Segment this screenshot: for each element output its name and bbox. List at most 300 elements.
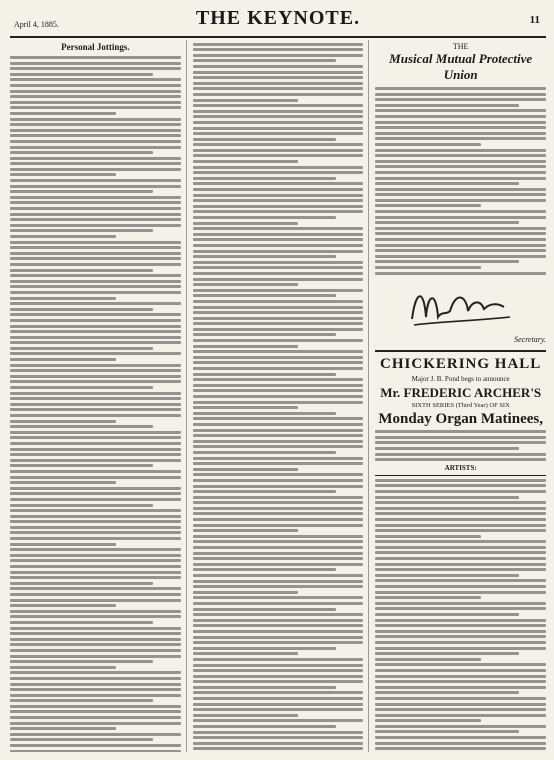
text-line bbox=[10, 101, 181, 104]
text-line bbox=[10, 134, 181, 137]
text-line bbox=[10, 448, 181, 451]
text-line bbox=[193, 345, 299, 348]
text-line bbox=[10, 207, 181, 210]
text-line bbox=[10, 403, 181, 406]
text-line bbox=[375, 272, 546, 275]
text-line bbox=[193, 99, 299, 102]
text-line bbox=[375, 557, 546, 560]
text-line bbox=[193, 624, 364, 627]
text-line bbox=[375, 579, 546, 582]
text-line bbox=[10, 336, 181, 339]
text-line bbox=[193, 747, 364, 750]
text-line bbox=[193, 76, 364, 79]
text-line bbox=[375, 574, 518, 577]
text-line bbox=[193, 384, 364, 387]
text-line bbox=[193, 501, 364, 504]
text-line bbox=[10, 476, 181, 479]
text-line bbox=[193, 115, 364, 118]
text-line bbox=[10, 509, 181, 512]
text-line bbox=[375, 210, 546, 213]
text-line bbox=[375, 227, 546, 230]
text-line bbox=[375, 725, 546, 728]
column-heading: Personal Jottings. bbox=[61, 42, 130, 52]
text-line bbox=[193, 619, 364, 622]
text-line bbox=[10, 146, 181, 149]
text-line bbox=[10, 364, 181, 367]
text-line bbox=[10, 280, 181, 283]
text-line bbox=[10, 90, 181, 93]
text-line bbox=[193, 233, 364, 236]
text-line bbox=[375, 518, 546, 521]
text-line bbox=[10, 565, 181, 568]
text-line bbox=[10, 604, 116, 607]
text-line bbox=[193, 636, 364, 639]
text-line bbox=[10, 571, 181, 574]
text-line bbox=[375, 736, 546, 739]
text-line bbox=[193, 479, 364, 482]
text-line bbox=[10, 738, 153, 741]
text-line bbox=[193, 395, 364, 398]
text-line bbox=[10, 179, 181, 182]
text-line bbox=[375, 453, 546, 456]
text-line bbox=[375, 563, 546, 566]
text-line bbox=[375, 109, 546, 112]
text-line bbox=[375, 126, 546, 129]
text-line bbox=[375, 529, 546, 532]
text-line bbox=[10, 185, 181, 188]
text-line bbox=[193, 367, 364, 370]
page-number: 11 bbox=[529, 14, 540, 26]
text-line bbox=[375, 115, 546, 118]
text-line bbox=[375, 596, 481, 599]
text-line bbox=[193, 255, 336, 258]
text-line bbox=[375, 149, 546, 152]
text-line bbox=[193, 199, 364, 202]
manager-note: Major J. B. Pond begs to announce bbox=[411, 374, 510, 383]
text-line bbox=[193, 417, 364, 420]
text-line bbox=[193, 378, 364, 381]
text-line bbox=[193, 210, 364, 213]
text-line bbox=[193, 535, 364, 538]
text-line bbox=[375, 244, 546, 247]
text-line bbox=[193, 691, 364, 694]
text-line bbox=[193, 54, 364, 57]
text-line bbox=[193, 518, 364, 521]
text-line bbox=[193, 613, 364, 616]
text-line bbox=[375, 624, 546, 627]
text-line bbox=[10, 408, 181, 411]
text-line bbox=[375, 680, 546, 683]
text-line bbox=[193, 82, 364, 85]
hall-name: CHICKERING HALL bbox=[375, 350, 546, 373]
text-line bbox=[193, 266, 364, 269]
text-line bbox=[375, 496, 518, 499]
text-line bbox=[10, 470, 181, 473]
text-line bbox=[193, 675, 364, 678]
text-line bbox=[193, 630, 364, 633]
text-line bbox=[375, 540, 546, 543]
text-line bbox=[375, 652, 518, 655]
society-notice-text bbox=[375, 87, 546, 275]
text-line bbox=[193, 71, 364, 74]
text-line bbox=[193, 289, 364, 292]
article-text-block bbox=[193, 43, 364, 752]
text-line bbox=[193, 149, 364, 152]
text-line bbox=[375, 479, 546, 482]
text-line bbox=[193, 457, 364, 460]
text-line bbox=[10, 593, 181, 596]
text-line bbox=[10, 67, 181, 70]
series-label: SIXTH SERIES (Third Year) OF SIX bbox=[411, 401, 510, 409]
text-line bbox=[10, 459, 181, 462]
text-line bbox=[375, 121, 546, 124]
text-line bbox=[193, 216, 336, 219]
text-line bbox=[10, 190, 153, 193]
artists-heading: ARTISTS: bbox=[375, 464, 546, 476]
text-line bbox=[375, 535, 481, 538]
text-line bbox=[10, 330, 181, 333]
text-line bbox=[193, 664, 364, 667]
text-line bbox=[193, 278, 364, 281]
text-line bbox=[193, 43, 364, 46]
text-line bbox=[375, 232, 546, 235]
text-line bbox=[193, 608, 336, 611]
text-line bbox=[193, 121, 364, 124]
text-line bbox=[193, 238, 364, 241]
text-line bbox=[193, 328, 364, 331]
text-line bbox=[193, 350, 364, 353]
text-line bbox=[193, 339, 364, 342]
text-line bbox=[10, 269, 153, 272]
text-line bbox=[193, 166, 364, 169]
text-line bbox=[193, 160, 299, 163]
presenter-name: Mr. FREDERIC ARCHER'S bbox=[380, 384, 542, 400]
news-items-text bbox=[375, 479, 546, 752]
text-line bbox=[10, 442, 181, 445]
text-line bbox=[10, 498, 181, 501]
text-line bbox=[10, 453, 181, 456]
text-line bbox=[193, 473, 364, 476]
text-line bbox=[10, 308, 153, 311]
text-line bbox=[10, 95, 181, 98]
text-line bbox=[10, 727, 116, 730]
text-line bbox=[193, 742, 364, 745]
text-line bbox=[10, 464, 153, 467]
text-line bbox=[10, 62, 181, 65]
text-line bbox=[193, 490, 336, 493]
text-line bbox=[375, 199, 546, 202]
text-line bbox=[10, 274, 181, 277]
text-line bbox=[10, 151, 153, 154]
text-line bbox=[10, 733, 181, 736]
text-line bbox=[375, 512, 546, 515]
text-line bbox=[193, 680, 364, 683]
text-line bbox=[10, 548, 181, 551]
text-line bbox=[10, 235, 116, 238]
text-line bbox=[193, 540, 364, 543]
text-line bbox=[10, 576, 181, 579]
text-line bbox=[193, 496, 364, 499]
text-line bbox=[10, 118, 181, 121]
text-line bbox=[375, 221, 518, 224]
text-line bbox=[193, 110, 364, 113]
text-line bbox=[193, 468, 299, 471]
text-line bbox=[193, 317, 364, 320]
text-line bbox=[10, 347, 153, 350]
text-line bbox=[375, 490, 546, 493]
text-line bbox=[193, 222, 299, 225]
text-line bbox=[10, 643, 181, 646]
text-line bbox=[375, 204, 481, 207]
text-line bbox=[193, 171, 364, 174]
article-text-block bbox=[10, 56, 181, 752]
text-line bbox=[375, 182, 518, 185]
text-line bbox=[193, 708, 364, 711]
text-line bbox=[10, 291, 181, 294]
text-line bbox=[375, 691, 518, 694]
event-title: Monday Organ Matinees, bbox=[378, 410, 543, 427]
text-line bbox=[193, 602, 364, 605]
text-line bbox=[193, 596, 364, 599]
text-line bbox=[193, 322, 364, 325]
text-line bbox=[193, 143, 364, 146]
text-line bbox=[193, 48, 364, 51]
text-line bbox=[193, 412, 336, 415]
text-line bbox=[10, 638, 181, 641]
text-line bbox=[375, 641, 546, 644]
text-line bbox=[375, 675, 546, 678]
text-line bbox=[375, 165, 546, 168]
text-line bbox=[375, 647, 546, 650]
text-line bbox=[10, 162, 181, 165]
text-line bbox=[10, 520, 181, 523]
text-line bbox=[375, 719, 481, 722]
text-line bbox=[193, 658, 364, 661]
issue-date: April 4, 1885. bbox=[14, 20, 59, 29]
text-line bbox=[375, 216, 546, 219]
text-line bbox=[375, 635, 546, 638]
text-line bbox=[193, 227, 364, 230]
text-line bbox=[375, 619, 546, 622]
society-name: Musical Mutual Protective Union bbox=[389, 51, 533, 82]
text-line bbox=[193, 261, 364, 264]
text-line bbox=[193, 423, 364, 426]
text-line bbox=[193, 686, 336, 689]
text-line bbox=[193, 485, 364, 488]
text-line bbox=[10, 302, 181, 305]
text-line bbox=[375, 658, 481, 661]
text-line bbox=[375, 160, 546, 163]
text-line bbox=[193, 154, 364, 157]
text-line bbox=[10, 699, 153, 702]
column-personal-jottings bbox=[10, 40, 187, 752]
text-line bbox=[375, 436, 546, 439]
text-line bbox=[10, 201, 181, 204]
text-line bbox=[375, 708, 546, 711]
text-line bbox=[193, 127, 364, 130]
text-line bbox=[10, 224, 181, 227]
text-line bbox=[10, 554, 181, 557]
text-line bbox=[193, 714, 299, 717]
text-line bbox=[10, 173, 116, 176]
text-line bbox=[10, 420, 116, 423]
text-line bbox=[193, 87, 364, 90]
signature-mark bbox=[406, 281, 516, 333]
text-line bbox=[193, 333, 336, 336]
text-line bbox=[375, 602, 546, 605]
text-line bbox=[375, 607, 546, 610]
text-line bbox=[375, 613, 518, 616]
text-line bbox=[10, 112, 116, 115]
text-line bbox=[10, 252, 181, 255]
text-line bbox=[193, 703, 364, 706]
text-line bbox=[375, 551, 546, 554]
text-line bbox=[10, 297, 116, 300]
text-line bbox=[375, 484, 546, 487]
text-line bbox=[375, 441, 546, 444]
text-line bbox=[10, 531, 181, 534]
text-line bbox=[10, 487, 181, 490]
text-line bbox=[193, 373, 336, 376]
text-line bbox=[10, 358, 116, 361]
text-line bbox=[375, 585, 546, 588]
text-line bbox=[375, 747, 546, 750]
text-line bbox=[193, 445, 364, 448]
text-line bbox=[10, 246, 181, 249]
text-line bbox=[10, 722, 181, 725]
text-line bbox=[375, 137, 546, 140]
text-line bbox=[193, 563, 364, 566]
text-line bbox=[193, 311, 364, 314]
text-line bbox=[375, 238, 546, 241]
text-line bbox=[10, 78, 181, 81]
text-line bbox=[10, 218, 181, 221]
text-line bbox=[10, 157, 181, 160]
text-line bbox=[10, 632, 181, 635]
text-line bbox=[10, 73, 153, 76]
text-line bbox=[10, 392, 181, 395]
text-line bbox=[10, 744, 181, 747]
text-line bbox=[10, 241, 181, 244]
text-line bbox=[10, 140, 181, 143]
text-line bbox=[10, 369, 181, 372]
text-line bbox=[375, 87, 546, 90]
text-line bbox=[375, 714, 546, 717]
text-line bbox=[375, 669, 546, 672]
text-line bbox=[193, 93, 364, 96]
text-line bbox=[10, 492, 181, 495]
text-line bbox=[193, 512, 364, 515]
text-line bbox=[193, 132, 364, 135]
text-line bbox=[193, 524, 364, 527]
text-line bbox=[375, 697, 546, 700]
text-line bbox=[193, 719, 364, 722]
text-line bbox=[375, 663, 546, 666]
text-line bbox=[375, 524, 546, 527]
text-line bbox=[375, 193, 546, 196]
text-line bbox=[10, 649, 181, 652]
text-line bbox=[10, 123, 181, 126]
text-line bbox=[10, 504, 153, 507]
column-announcements bbox=[375, 40, 546, 752]
text-line bbox=[10, 106, 181, 109]
text-line bbox=[10, 313, 181, 316]
text-line bbox=[193, 434, 364, 437]
text-line bbox=[10, 559, 181, 562]
text-line bbox=[193, 736, 364, 739]
text-line bbox=[10, 537, 181, 540]
text-line bbox=[193, 591, 299, 594]
text-line bbox=[193, 300, 364, 303]
text-line bbox=[10, 263, 181, 266]
text-line bbox=[10, 615, 181, 618]
text-line bbox=[10, 671, 181, 674]
text-line bbox=[193, 669, 364, 672]
text-line bbox=[10, 129, 181, 132]
text-line bbox=[10, 397, 181, 400]
text-line bbox=[10, 688, 181, 691]
text-line bbox=[193, 574, 364, 577]
text-line bbox=[10, 587, 181, 590]
text-line bbox=[193, 462, 364, 465]
text-line bbox=[375, 591, 546, 594]
page-header bbox=[10, 6, 546, 38]
text-line bbox=[193, 306, 364, 309]
text-line bbox=[193, 731, 364, 734]
text-line bbox=[375, 447, 518, 450]
text-line bbox=[375, 260, 518, 263]
text-line bbox=[193, 250, 364, 253]
text-line bbox=[10, 515, 181, 518]
text-line bbox=[375, 507, 546, 510]
text-line bbox=[193, 529, 299, 532]
text-line bbox=[10, 599, 181, 602]
text-line bbox=[375, 132, 546, 135]
text-line bbox=[375, 171, 546, 174]
text-line bbox=[193, 429, 364, 432]
text-line bbox=[193, 244, 364, 247]
text-line bbox=[193, 294, 336, 297]
text-line bbox=[10, 716, 181, 719]
text-line bbox=[375, 458, 546, 461]
text-line bbox=[193, 507, 364, 510]
text-line bbox=[375, 249, 546, 252]
text-line bbox=[10, 168, 181, 171]
text-line bbox=[375, 266, 481, 269]
text-line bbox=[10, 660, 153, 663]
text-line bbox=[10, 666, 116, 669]
text-line bbox=[375, 703, 546, 706]
text-line bbox=[10, 481, 116, 484]
text-line bbox=[193, 283, 299, 286]
text-line bbox=[193, 138, 336, 141]
text-line bbox=[375, 742, 546, 745]
text-line bbox=[10, 380, 181, 383]
text-line bbox=[10, 213, 181, 216]
text-line bbox=[375, 686, 546, 689]
text-line bbox=[193, 389, 364, 392]
text-line bbox=[193, 194, 364, 197]
text-line bbox=[10, 196, 181, 199]
text-line bbox=[10, 319, 181, 322]
text-line bbox=[193, 697, 364, 700]
masthead-title: THE KEYNOTE. bbox=[195, 7, 361, 29]
text-line bbox=[375, 501, 546, 504]
text-line bbox=[193, 272, 364, 275]
text-line bbox=[193, 440, 364, 443]
text-line bbox=[375, 98, 546, 101]
text-line bbox=[10, 710, 181, 713]
